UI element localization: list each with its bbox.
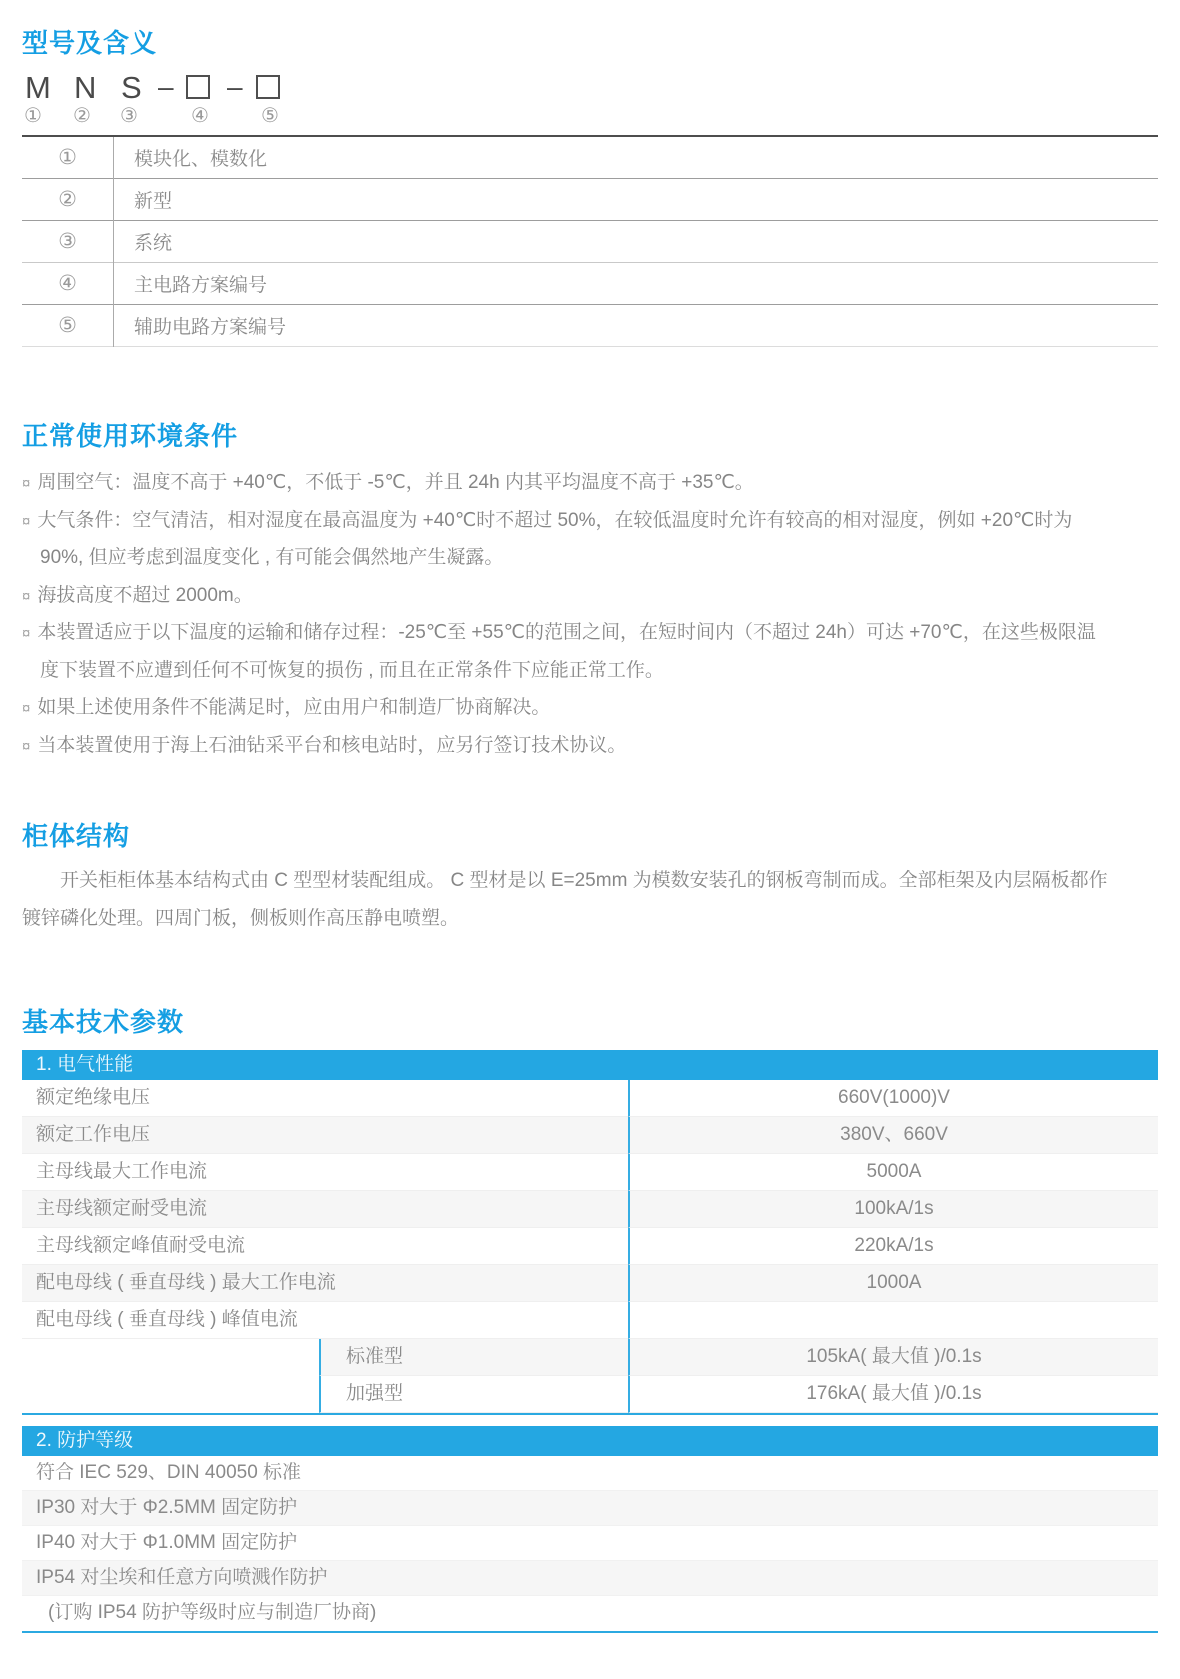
model-placeholder-box bbox=[186, 75, 210, 99]
catalog-page bbox=[0, 28, 1180, 1679]
param-value: 176kA( 最大值 )/0.1s bbox=[628, 1376, 1158, 1413]
model-digit: ④ bbox=[191, 105, 209, 127]
table-header-bar: 2. 防护等级 bbox=[22, 1426, 1158, 1456]
legend-number: ② bbox=[22, 179, 114, 221]
model-code-diagram bbox=[22, 72, 1158, 135]
cabinet-section-title: 柜体结构 bbox=[22, 821, 131, 851]
table-row: 符合 IEC 529、DIN 40050 标准 bbox=[22, 1456, 1158, 1491]
model-section-title: 型号及含义 bbox=[22, 28, 158, 58]
param-value: 660V(1000)V bbox=[628, 1080, 1158, 1117]
table-row bbox=[22, 179, 1158, 221]
model-digit: ① bbox=[24, 105, 42, 127]
model-digit: ③ bbox=[120, 105, 138, 127]
legend-number: ③ bbox=[22, 221, 114, 263]
list-item-text: 当本装置使用于海上石油钻采平台和核电站时，应另行签订技术协议。 bbox=[37, 734, 627, 756]
env-conditions-list bbox=[22, 464, 1158, 764]
table-row: IP30 对大于 Φ2.5MM 固定防护 bbox=[22, 1491, 1158, 1526]
param-value: 105kA( 最大值 )/0.1s bbox=[628, 1339, 1158, 1376]
paragraph-line: 镀锌磷化处理。四周门板，侧板则作高压静电喷塑。 bbox=[22, 908, 460, 929]
table-row: IP54 对尘埃和任意方向喷溅作防护 bbox=[22, 1561, 1158, 1596]
param-label: 额定绝缘电压 bbox=[22, 1080, 628, 1117]
bullet-icon: ¤ bbox=[22, 587, 31, 605]
model-digit: ⑤ bbox=[261, 105, 279, 127]
model-letter: M bbox=[25, 70, 51, 105]
list-item-text: 如果上述使用条件不能满足时，应由用户和制造厂协商解决。 bbox=[37, 697, 551, 718]
table-row bbox=[22, 137, 1158, 179]
list-item bbox=[22, 614, 1158, 652]
param-label: 主母线额定峰值耐受电流 bbox=[22, 1228, 628, 1265]
table-row bbox=[22, 1191, 1158, 1228]
param-value: 5000A bbox=[628, 1154, 1158, 1191]
model-digit: ② bbox=[73, 105, 91, 127]
param-sublabel: 标准型 bbox=[319, 1339, 628, 1376]
list-item bbox=[22, 689, 1158, 727]
subrow-spacer bbox=[22, 1376, 319, 1413]
subrow-spacer bbox=[22, 1339, 319, 1376]
electrical-params-table bbox=[22, 1050, 1158, 1415]
legend-description: 辅助电路方案编号 bbox=[134, 317, 287, 338]
param-value bbox=[628, 1302, 1158, 1339]
param-value: 100kA/1s bbox=[628, 1191, 1158, 1228]
legend-number: ⑤ bbox=[22, 305, 114, 347]
cabinet-paragraph bbox=[22, 862, 1158, 938]
list-item-text: 大气条件：空气清洁，相对湿度在最高温度为 +40℃时不超过 50%，在较低温度时允许有较高的相对湿度，例如 +20℃时为 bbox=[37, 509, 1073, 531]
table-row bbox=[22, 1117, 1158, 1154]
model-placeholder-box bbox=[256, 75, 280, 99]
legend-description: 系统 bbox=[134, 233, 173, 254]
table-row bbox=[22, 221, 1158, 263]
table-row: (订购 IP54 防护等级时应与制造厂协商) bbox=[48, 1602, 377, 1623]
bullet-icon: ¤ bbox=[22, 700, 31, 717]
table-row bbox=[22, 263, 1158, 305]
list-item-text: 海拔高度不超过 2000m。 bbox=[37, 584, 253, 606]
legend-description: 主电路方案编号 bbox=[134, 275, 268, 296]
model-letter: S bbox=[121, 70, 142, 105]
table-row bbox=[22, 1302, 1158, 1339]
param-sublabel: 加强型 bbox=[319, 1376, 628, 1413]
model-separator-dash: – bbox=[158, 71, 174, 102]
bullet-icon: ¤ bbox=[22, 512, 31, 530]
bullet-icon: ¤ bbox=[22, 475, 31, 492]
list-item-continuation: 度下装置不应遭到任何不可恢复的损伤 , 而且在正常条件下应能正常工作。 bbox=[40, 659, 664, 681]
env-section-title: 正常使用环境条件 bbox=[22, 421, 239, 451]
list-item bbox=[22, 577, 1158, 615]
params-section-title: 基本技术参数 bbox=[22, 1007, 185, 1037]
table-subrow bbox=[22, 1376, 1158, 1413]
param-value: 380V、660V bbox=[628, 1117, 1158, 1154]
bullet-icon: ¤ bbox=[22, 737, 31, 755]
table-row bbox=[22, 1080, 1158, 1117]
param-label: 配电母线 ( 垂直母线 ) 最大工作电流 bbox=[22, 1265, 628, 1302]
list-item-text: 本装置适应于以下温度的运输和储存过程：-25℃至 +55℃的范围之间，在短时间内（不超过 24h）可达 +70℃，在这些极限温 bbox=[37, 622, 1096, 643]
list-item bbox=[22, 464, 1158, 502]
list-item bbox=[22, 727, 1158, 765]
legend-number: ① bbox=[22, 137, 114, 179]
table-header-bar: 1. 电气性能 bbox=[22, 1050, 1158, 1080]
legend-description: 新型 bbox=[134, 191, 173, 212]
model-legend-table bbox=[22, 135, 1158, 347]
model-letter: N bbox=[74, 70, 97, 105]
legend-description: 模块化、模数化 bbox=[134, 149, 268, 170]
param-value: 220kA/1s bbox=[628, 1228, 1158, 1265]
bullet-icon: ¤ bbox=[22, 625, 31, 642]
table-row bbox=[22, 1265, 1158, 1302]
param-label: 配电母线 ( 垂直母线 ) 峰值电流 bbox=[22, 1302, 628, 1339]
protection-params-table bbox=[22, 1426, 1158, 1633]
legend-number: ④ bbox=[22, 263, 114, 305]
paragraph-line: 开关柜柜体基本结构式由 C 型型材装配组成。 C 型材是以 E=25mm 为模数安装孔的钢板弯制而成。全部柜架及内层隔板都作 bbox=[60, 870, 1108, 891]
list-item bbox=[22, 502, 1158, 540]
page-content bbox=[0, 28, 1180, 1633]
param-label: 主母线额定耐受电流 bbox=[22, 1191, 628, 1228]
list-item-continuation: 90%, 但应考虑到温度变化 , 有可能会偶然地产生凝露。 bbox=[40, 547, 504, 568]
param-value: 1000A bbox=[628, 1265, 1158, 1302]
table-subrow bbox=[22, 1339, 1158, 1376]
param-label: 额定工作电压 bbox=[22, 1117, 628, 1154]
table-row bbox=[22, 305, 1158, 347]
table-row bbox=[22, 1228, 1158, 1265]
param-label: 主母线最大工作电流 bbox=[22, 1154, 628, 1191]
list-item-text: 周围空气：温度不高于 +40℃，不低于 -5℃，并且 24h 内其平均温度不高于 +35℃。 bbox=[37, 472, 754, 493]
model-separator-dash: – bbox=[227, 71, 243, 102]
table-row bbox=[22, 1154, 1158, 1191]
table-row: IP40 对大于 Φ1.0MM 固定防护 bbox=[22, 1526, 1158, 1561]
